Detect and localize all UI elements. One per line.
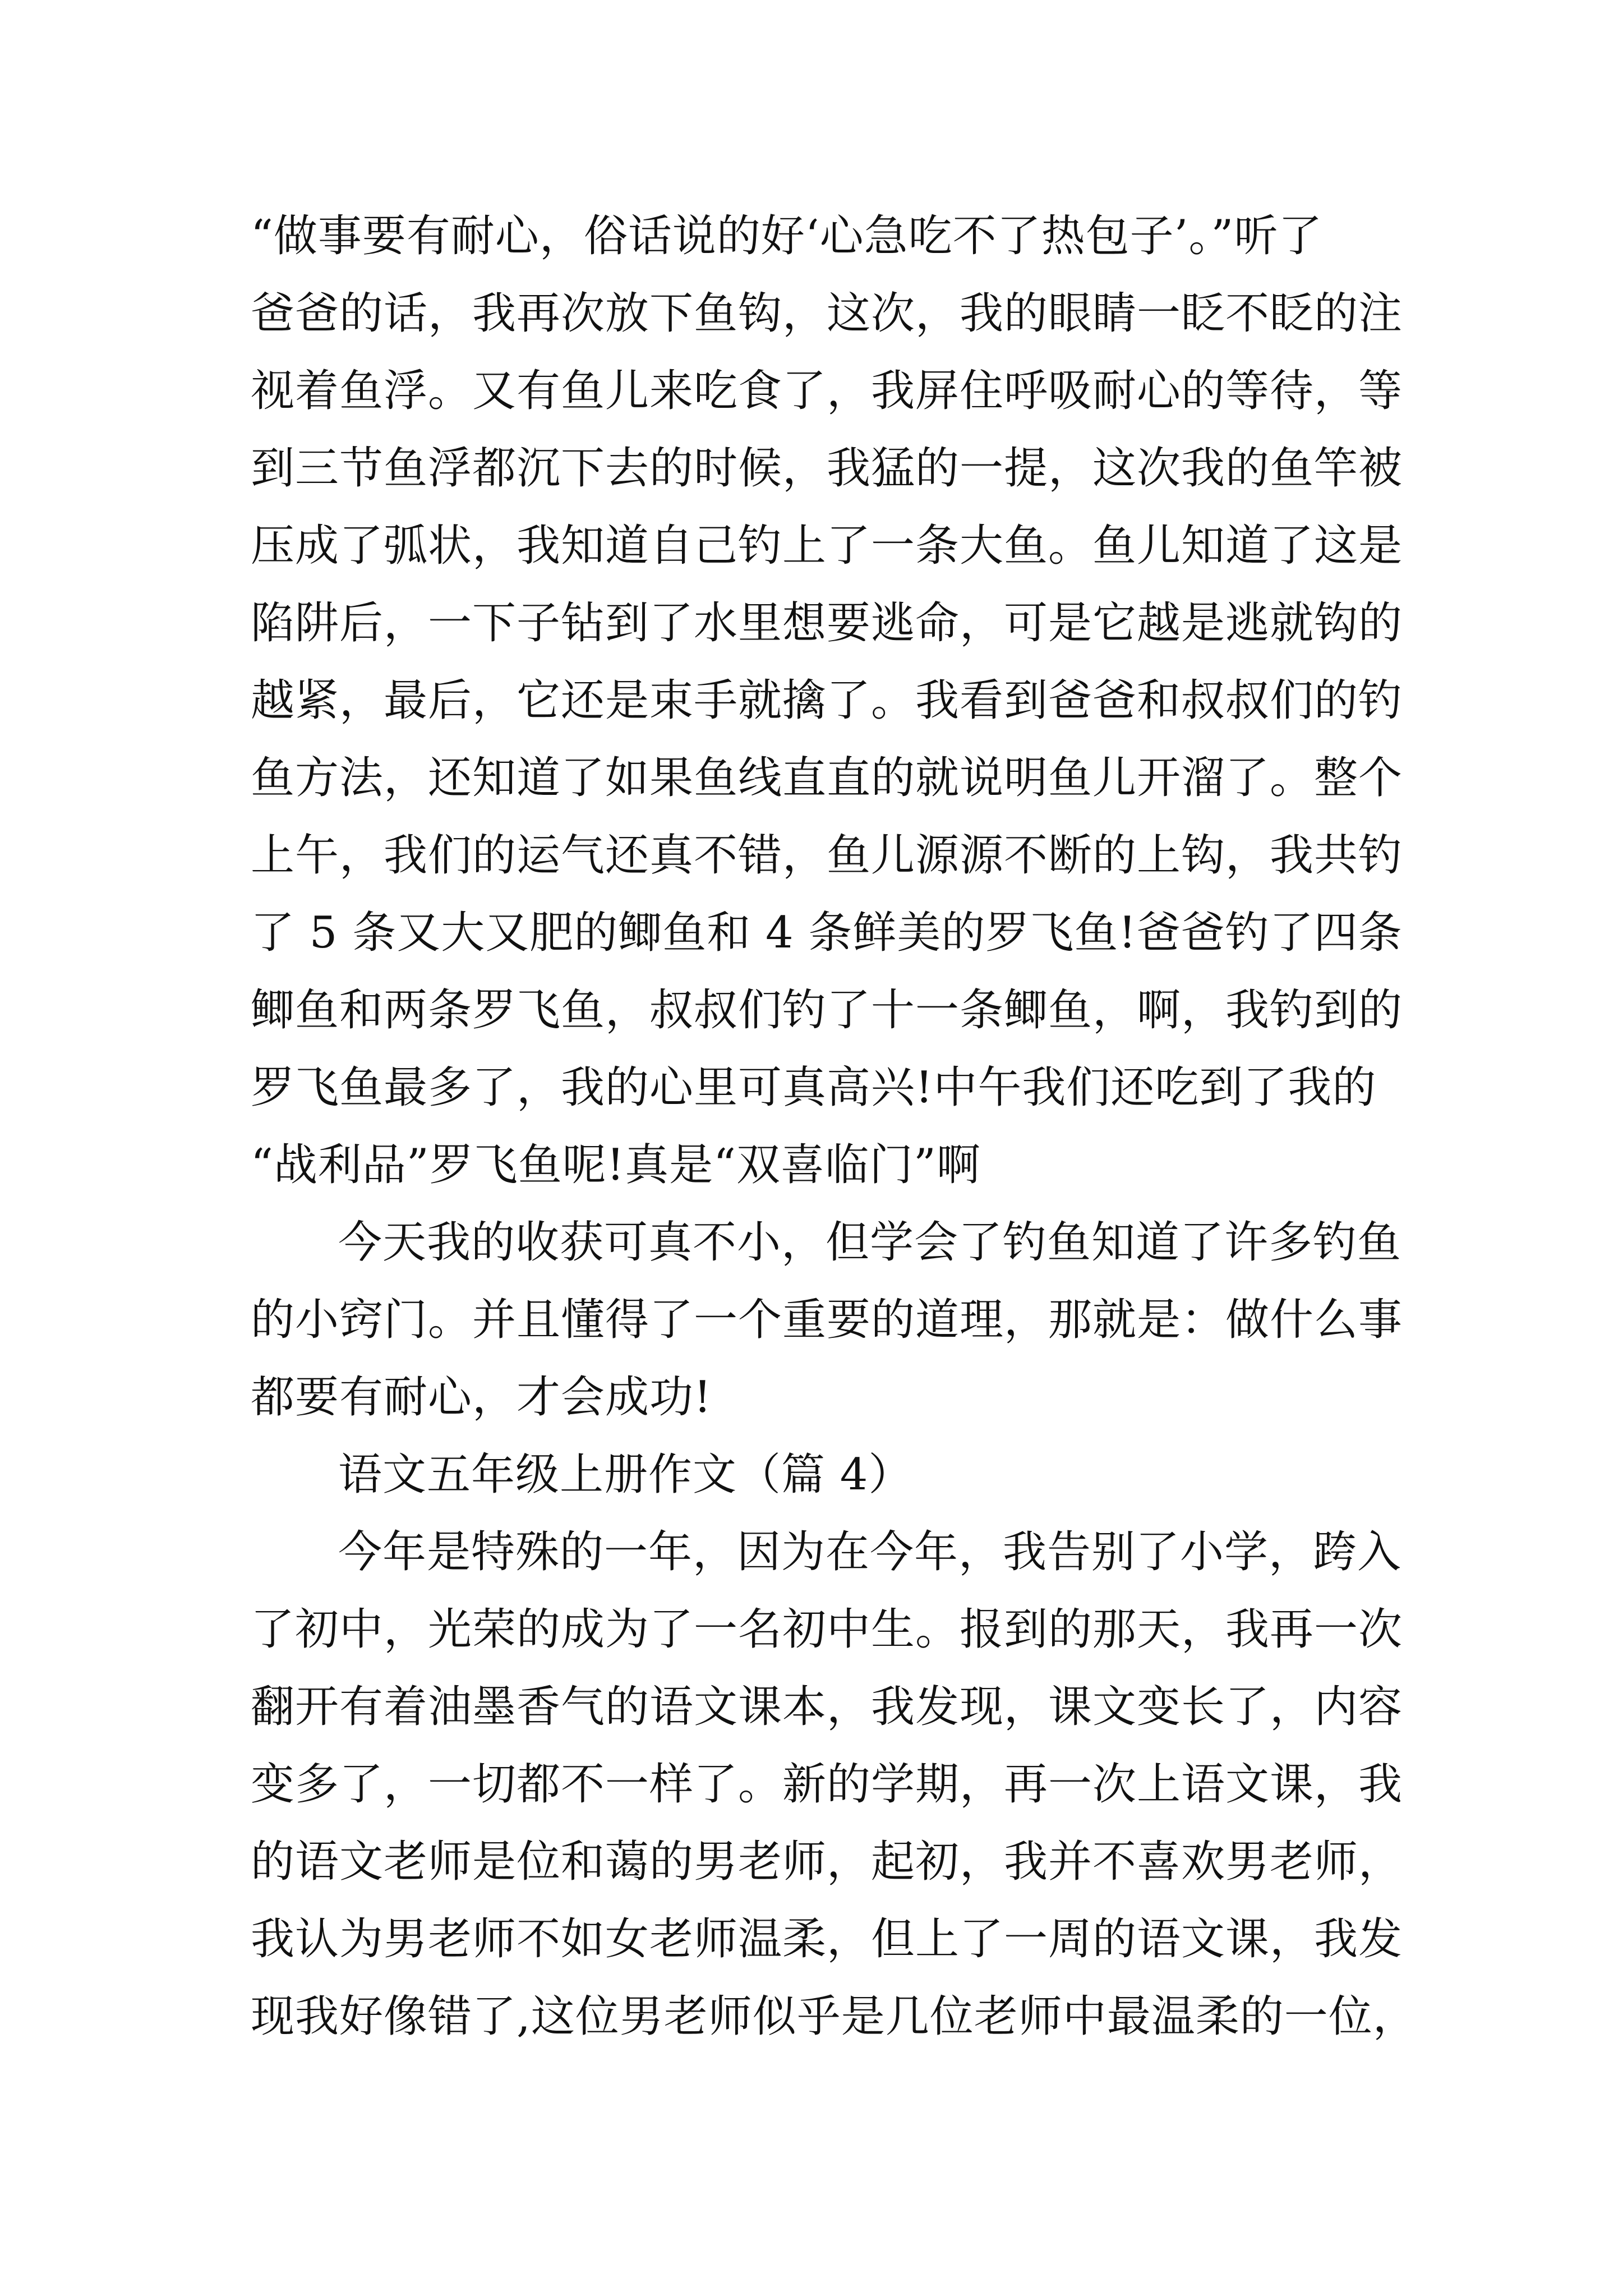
text-line-16: 都要有耐心，才会成功! — [251, 1372, 712, 1423]
text-line-14: 今天我的收获可真不小，但学会了钓鱼知道了许多钓鱼 — [338, 1217, 1402, 1268]
section-heading: 语文五年级上册作文（篇 4） — [338, 1450, 913, 1500]
text-line-13: “战利品”罗飞鱼呢!真是“双喜临门”啊 — [251, 1140, 981, 1190]
text-line-15: 的小窍门。并且懂得了一个重要的道理，那就是：做什么事 — [251, 1295, 1403, 1345]
text-line-2: 爸爸的话，我再次放下鱼钩，这次，我的眼睛一眨不眨的注 — [251, 288, 1403, 339]
text-line-7: 越紧，最后，它还是束手就擒了。我看到爸爸和叔叔们的钓 — [251, 675, 1403, 726]
text-line-12: 罗飞鱼最多了，我的心里可真高兴!中午我们还吃到了我的 — [251, 1062, 1377, 1113]
text-line-20: 翻开有着油墨香气的语文课本，我发现，课文变长了，内容 — [251, 1682, 1403, 1732]
text-line-8: 鱼方法，还知道了如果鱼线直直的就说明鱼儿开溜了。整个 — [251, 753, 1403, 803]
text-line-10: 了 5 条又大又肥的鲫鱼和 4 条鲜美的罗飞鱼!爸爸钓了四条 — [251, 908, 1403, 958]
text-line-6: 陷阱后，一下子钻到了水里想要逃命，可是它越是逃就钩的 — [251, 598, 1403, 648]
text-line-1: “做事要有耐心，俗话说的好‘心急吃不了热包子’。”听了 — [251, 211, 1323, 261]
text-line-3: 视着鱼浮。又有鱼儿来吃食了，我屏住呼吸耐心的等待，等 — [251, 366, 1403, 416]
text-line-9: 上午，我们的运气还真不错，鱼儿源源不断的上钩，我共钓 — [251, 830, 1403, 881]
text-line-23: 我认为男老师不如女老师温柔，但上了一周的语文课，我发 — [251, 1914, 1403, 1964]
text-line-24: 现我好像错了,这位男老师似乎是几位老师中最温柔的一位， — [251, 1991, 1417, 2042]
text-line-5: 压成了弧状，我知道自己钓上了一条大鱼。鱼儿知道了这是 — [251, 521, 1403, 571]
text-line-18: 今年是特殊的一年，因为在今年，我告别了小学，跨入 — [338, 1527, 1402, 1577]
text-line-19: 了初中，光荣的成为了一名初中生。报到的那天，我再一次 — [251, 1604, 1403, 1655]
text-line-21: 变多了，一切都不一样了。新的学期，再一次上语文课，我 — [251, 1759, 1403, 1810]
text-line-4: 到三节鱼浮都沉下去的时候，我猛的一提，这次我的鱼竿被 — [251, 443, 1403, 494]
text-line-11: 鲫鱼和两条罗飞鱼，叔叔们钓了十一条鲫鱼，啊，我钓到的 — [251, 985, 1403, 1036]
text-line-22: 的语文老师是位和蔼的男老师，起初，我并不喜欢男老师， — [251, 1837, 1403, 1887]
